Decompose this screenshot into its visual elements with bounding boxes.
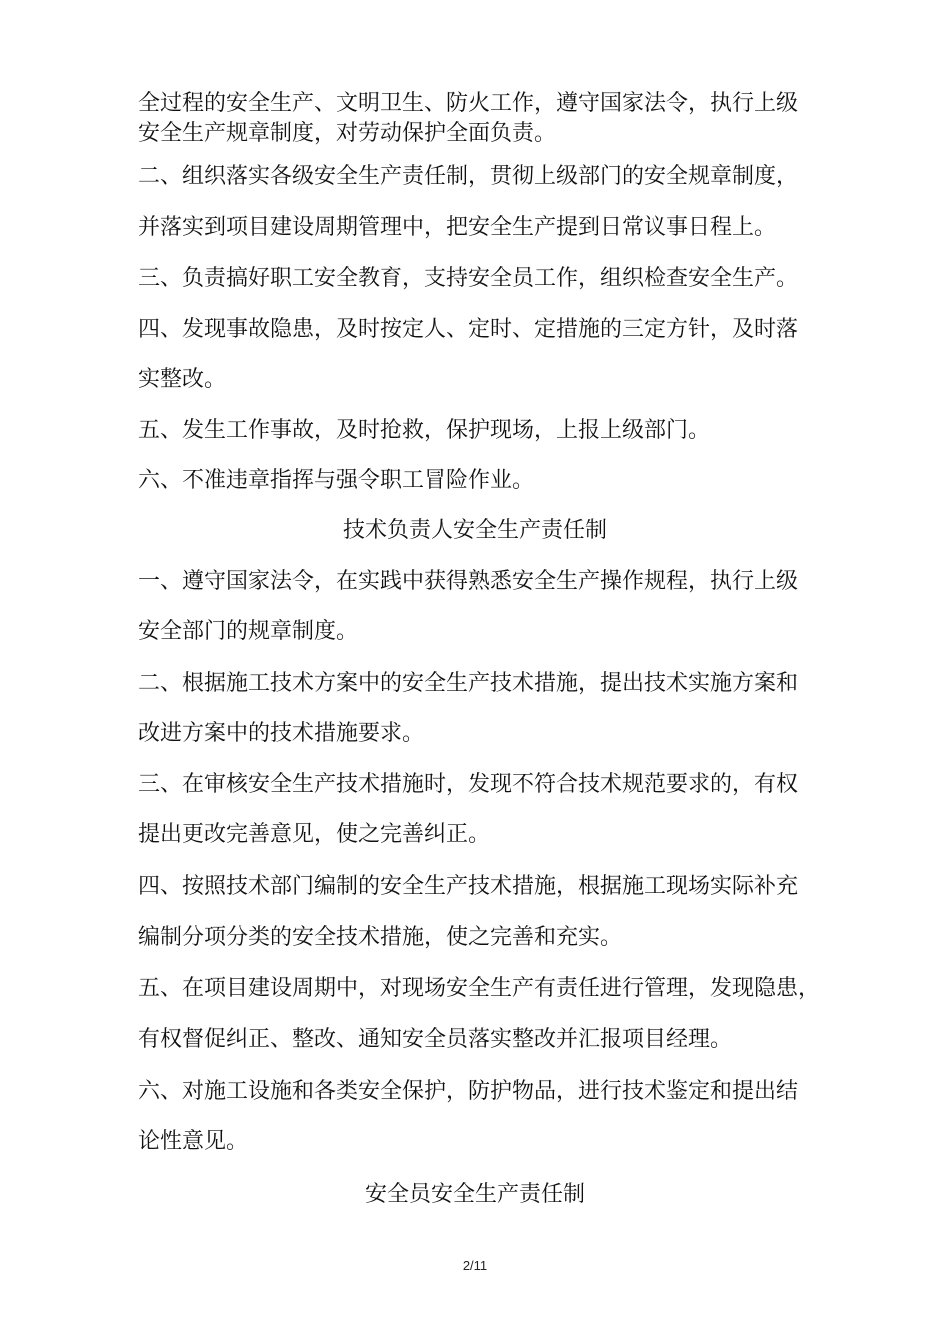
section-heading: 安全员安全生产责任制 (364, 1182, 585, 1207)
body-line: 五、在项目建设周期中，对现场安全生产有责任进行管理，发现隐患， (138, 976, 821, 1001)
body-line: 论性意见。 (138, 1129, 249, 1154)
body-line: 有权督促纠正、整改、通知安全员落实整改并汇报项目经理。 (138, 1027, 733, 1052)
body-line: 安全生产规章制度，对劳动保护全面负责。 (138, 121, 557, 146)
body-line: 实整改。 (138, 367, 227, 392)
body-line: 五、发生工作事故，及时抢救，保护现场，上报上级部门。 (138, 418, 711, 443)
body-line: 四、按照技术部门编制的安全生产技术措施，根据施工现场实际补充 (138, 874, 799, 899)
body-line: 六、对施工设施和各类安全保护，防护物品，进行技术鉴定和提出结 (138, 1079, 799, 1104)
body-line: 一、遵守国家法令，在实践中获得熟悉安全生产操作规程，执行上级 (138, 569, 799, 594)
body-line: 二、根据施工技术方案中的安全生产技术措施，提出技术实施方案和 (138, 671, 799, 696)
page-number: 2/11 (462, 1258, 488, 1273)
body-line: 提出更改完善意见，使之完善纠正。 (138, 822, 491, 847)
body-line: 六、不准违章指挥与强令职工冒险作业。 (138, 468, 535, 493)
body-line: 并落实到项目建设周期管理中，把安全生产提到日常议事日程上。 (138, 215, 777, 240)
body-line: 三、在审核安全生产技术措施时，发现不符合技术规范要求的，有权 (138, 772, 799, 797)
body-line: 全过程的安全生产、文明卫生、防火工作，遵守国家法令，执行上级 (138, 91, 799, 116)
body-line: 改进方案中的技术措施要求。 (138, 721, 425, 746)
body-line: 二、组织落实各级安全生产责任制，贯彻上级部门的安全规章制度， (138, 164, 799, 189)
body-line: 安全部门的规章制度。 (138, 619, 359, 644)
body-line: 四、发现事故隐患，及时按定人、定时、定措施的三定方针，及时落 (138, 317, 799, 342)
body-line: 编制分项分类的安全技术措施，使之完善和充实。 (138, 925, 623, 950)
section-heading: 技术负责人安全生产责任制 (342, 518, 607, 543)
body-line: 三、负责搞好职工安全教育，支持安全员工作，组织检查安全生产。 (138, 266, 799, 291)
